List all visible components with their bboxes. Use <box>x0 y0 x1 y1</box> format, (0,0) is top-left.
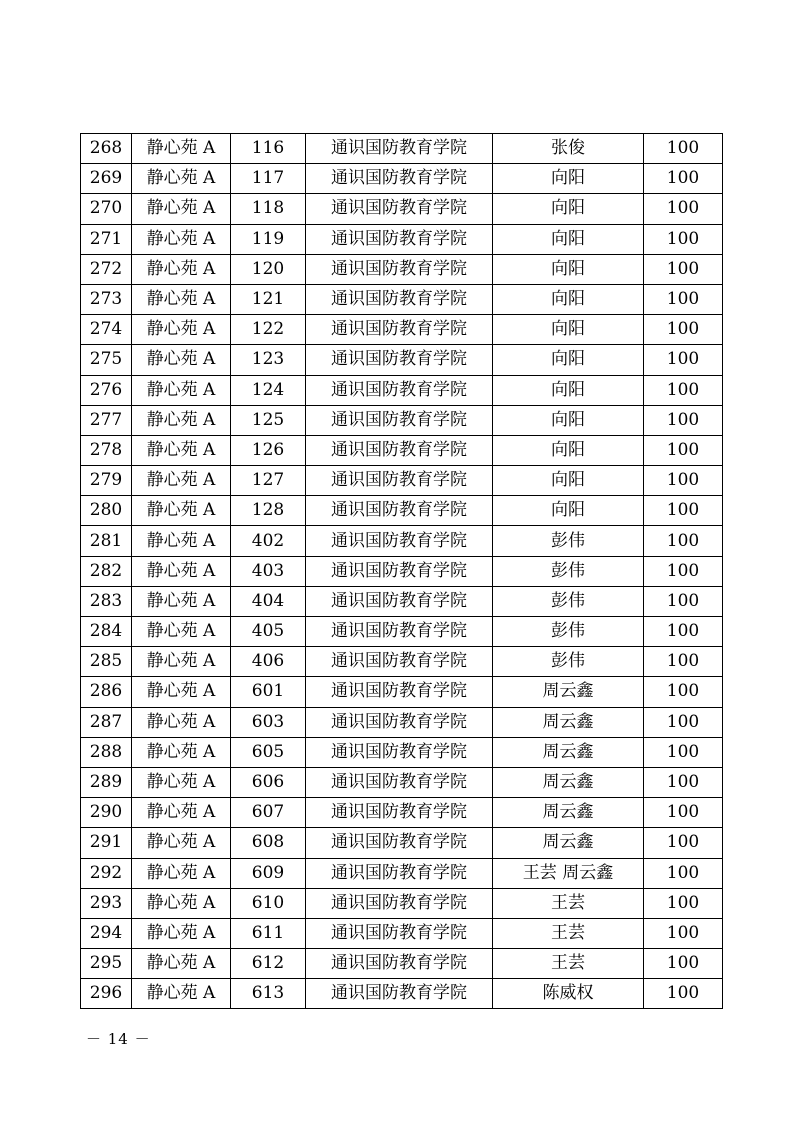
score-cell: 100 <box>644 556 723 586</box>
row-number-cell: 290 <box>81 798 132 828</box>
room-number-cell: 118 <box>231 194 306 224</box>
inspector-name-cell: 彭伟 <box>493 556 644 586</box>
college-cell: 通识国防教育学院 <box>306 647 493 677</box>
score-cell: 100 <box>644 707 723 737</box>
building-cell: 静心苑 A <box>132 586 231 616</box>
table-row <box>81 375 723 405</box>
college-cell: 通识国防教育学院 <box>306 858 493 888</box>
score-cell: 100 <box>644 496 723 526</box>
building-cell: 静心苑 A <box>132 254 231 284</box>
score-cell: 100 <box>644 435 723 465</box>
room-number-cell: 403 <box>231 556 306 586</box>
score-cell: 100 <box>644 194 723 224</box>
college-cell: 通识国防教育学院 <box>306 435 493 465</box>
inspector-name-cell: 彭伟 <box>493 647 644 677</box>
room-number-cell: 601 <box>231 677 306 707</box>
inspector-name-cell: 向阳 <box>493 224 644 254</box>
table-row <box>81 798 723 828</box>
row-number-cell: 285 <box>81 647 132 677</box>
row-number-cell: 293 <box>81 888 132 918</box>
room-number-cell: 120 <box>231 254 306 284</box>
inspector-name-cell: 张俊 <box>493 134 644 164</box>
row-number-cell: 284 <box>81 617 132 647</box>
inspector-name-cell: 王芸 <box>493 918 644 948</box>
table-row <box>81 979 723 1009</box>
table-row <box>81 828 723 858</box>
building-cell: 静心苑 A <box>132 918 231 948</box>
row-number-cell: 268 <box>81 134 132 164</box>
row-number-cell: 286 <box>81 677 132 707</box>
inspector-name-cell: 向阳 <box>493 164 644 194</box>
building-cell: 静心苑 A <box>132 526 231 556</box>
table-row <box>81 556 723 586</box>
inspector-name-cell: 向阳 <box>493 345 644 375</box>
building-cell: 静心苑 A <box>132 647 231 677</box>
table-row <box>81 435 723 465</box>
building-cell: 静心苑 A <box>132 164 231 194</box>
room-number-cell: 613 <box>231 979 306 1009</box>
table-row <box>81 617 723 647</box>
building-cell: 静心苑 A <box>132 888 231 918</box>
inspector-name-cell: 陈威权 <box>493 979 644 1009</box>
college-cell: 通识国防教育学院 <box>306 798 493 828</box>
score-cell: 100 <box>644 828 723 858</box>
room-number-cell: 119 <box>231 224 306 254</box>
table-row <box>81 677 723 707</box>
room-number-cell: 126 <box>231 435 306 465</box>
room-number-cell: 122 <box>231 315 306 345</box>
row-number-cell: 279 <box>81 466 132 496</box>
building-cell: 静心苑 A <box>132 979 231 1009</box>
room-number-cell: 603 <box>231 707 306 737</box>
inspector-name-cell: 王芸 <box>493 949 644 979</box>
row-number-cell: 289 <box>81 767 132 797</box>
table-row <box>81 466 723 496</box>
college-cell: 通识国防教育学院 <box>306 315 493 345</box>
college-cell: 通识国防教育学院 <box>306 677 493 707</box>
inspector-name-cell: 王芸 <box>493 888 644 918</box>
college-cell: 通识国防教育学院 <box>306 617 493 647</box>
score-cell: 100 <box>644 375 723 405</box>
inspector-name-cell: 向阳 <box>493 254 644 284</box>
college-cell: 通识国防教育学院 <box>306 466 493 496</box>
table-row <box>81 315 723 345</box>
row-number-cell: 295 <box>81 949 132 979</box>
inspector-name-cell: 周云鑫 <box>493 798 644 828</box>
inspector-name-cell: 向阳 <box>493 405 644 435</box>
building-cell: 静心苑 A <box>132 466 231 496</box>
table-row <box>81 254 723 284</box>
table-row <box>81 134 723 164</box>
score-cell: 100 <box>644 737 723 767</box>
college-cell: 通识国防教育学院 <box>306 918 493 948</box>
college-cell: 通识国防教育学院 <box>306 254 493 284</box>
row-number-cell: 296 <box>81 979 132 1009</box>
college-cell: 通识国防教育学院 <box>306 888 493 918</box>
building-cell: 静心苑 A <box>132 617 231 647</box>
table-row <box>81 586 723 616</box>
room-number-cell: 123 <box>231 345 306 375</box>
score-cell: 100 <box>644 949 723 979</box>
room-number-cell: 611 <box>231 918 306 948</box>
room-number-cell: 121 <box>231 284 306 314</box>
score-cell: 100 <box>644 224 723 254</box>
room-number-cell: 610 <box>231 888 306 918</box>
row-number-cell: 272 <box>81 254 132 284</box>
inspector-name-cell: 彭伟 <box>493 526 644 556</box>
college-cell: 通识国防教育学院 <box>306 586 493 616</box>
score-cell: 100 <box>644 918 723 948</box>
building-cell: 静心苑 A <box>132 556 231 586</box>
table-body <box>81 134 723 1009</box>
college-cell: 通识国防教育学院 <box>306 375 493 405</box>
table-row <box>81 405 723 435</box>
table-row <box>81 647 723 677</box>
score-cell: 100 <box>644 134 723 164</box>
building-cell: 静心苑 A <box>132 224 231 254</box>
inspector-name-cell: 周云鑫 <box>493 767 644 797</box>
row-number-cell: 282 <box>81 556 132 586</box>
inspector-name-cell: 王芸 周云鑫 <box>493 858 644 888</box>
row-number-cell: 291 <box>81 828 132 858</box>
row-number-cell: 276 <box>81 375 132 405</box>
table-row <box>81 737 723 767</box>
inspector-name-cell: 向阳 <box>493 496 644 526</box>
score-cell: 100 <box>644 858 723 888</box>
room-number-cell: 404 <box>231 586 306 616</box>
college-cell: 通识国防教育学院 <box>306 979 493 1009</box>
score-cell: 100 <box>644 164 723 194</box>
college-cell: 通识国防教育学院 <box>306 767 493 797</box>
inspector-name-cell: 向阳 <box>493 466 644 496</box>
college-cell: 通识国防教育学院 <box>306 224 493 254</box>
table-row <box>81 526 723 556</box>
room-number-cell: 127 <box>231 466 306 496</box>
college-cell: 通识国防教育学院 <box>306 737 493 767</box>
row-number-cell: 274 <box>81 315 132 345</box>
building-cell: 静心苑 A <box>132 194 231 224</box>
college-cell: 通识国防教育学院 <box>306 284 493 314</box>
inspector-name-cell: 周云鑫 <box>493 677 644 707</box>
building-cell: 静心苑 A <box>132 375 231 405</box>
college-cell: 通识国防教育学院 <box>306 194 493 224</box>
row-number-cell: 281 <box>81 526 132 556</box>
score-cell: 100 <box>644 284 723 314</box>
score-cell: 100 <box>644 315 723 345</box>
row-number-cell: 275 <box>81 345 132 375</box>
score-cell: 100 <box>644 647 723 677</box>
room-number-cell: 607 <box>231 798 306 828</box>
row-number-cell: 283 <box>81 586 132 616</box>
row-number-cell: 273 <box>81 284 132 314</box>
table-row <box>81 888 723 918</box>
score-cell: 100 <box>644 617 723 647</box>
row-number-cell: 294 <box>81 918 132 948</box>
room-number-cell: 612 <box>231 949 306 979</box>
table-row <box>81 949 723 979</box>
building-cell: 静心苑 A <box>132 284 231 314</box>
building-cell: 静心苑 A <box>132 949 231 979</box>
building-cell: 静心苑 A <box>132 134 231 164</box>
table-row <box>81 767 723 797</box>
college-cell: 通识国防教育学院 <box>306 496 493 526</box>
room-number-cell: 125 <box>231 405 306 435</box>
row-number-cell: 270 <box>81 194 132 224</box>
inspector-name-cell: 向阳 <box>493 284 644 314</box>
table-row <box>81 284 723 314</box>
building-cell: 静心苑 A <box>132 798 231 828</box>
inspector-name-cell: 周云鑫 <box>493 737 644 767</box>
row-number-cell: 288 <box>81 737 132 767</box>
building-cell: 静心苑 A <box>132 405 231 435</box>
score-cell: 100 <box>644 254 723 284</box>
college-cell: 通识国防教育学院 <box>306 164 493 194</box>
row-number-cell: 280 <box>81 496 132 526</box>
building-cell: 静心苑 A <box>132 828 231 858</box>
page-number: － 14 － <box>86 1030 151 1048</box>
college-cell: 通识国防教育学院 <box>306 134 493 164</box>
building-cell: 静心苑 A <box>132 707 231 737</box>
row-number-cell: 292 <box>81 858 132 888</box>
inspector-name-cell: 向阳 <box>493 375 644 405</box>
score-cell: 100 <box>644 345 723 375</box>
building-cell: 静心苑 A <box>132 767 231 797</box>
score-cell: 100 <box>644 798 723 828</box>
table-row <box>81 496 723 526</box>
room-number-cell: 608 <box>231 828 306 858</box>
room-number-cell: 605 <box>231 737 306 767</box>
inspector-name-cell: 向阳 <box>493 435 644 465</box>
college-cell: 通识国防教育学院 <box>306 405 493 435</box>
room-number-cell: 128 <box>231 496 306 526</box>
building-cell: 静心苑 A <box>132 496 231 526</box>
room-number-cell: 116 <box>231 134 306 164</box>
row-number-cell: 271 <box>81 224 132 254</box>
inspector-name-cell: 周云鑫 <box>493 828 644 858</box>
score-cell: 100 <box>644 677 723 707</box>
inspector-name-cell: 彭伟 <box>493 586 644 616</box>
table-row <box>81 918 723 948</box>
room-number-cell: 406 <box>231 647 306 677</box>
row-number-cell: 269 <box>81 164 132 194</box>
row-number-cell: 278 <box>81 435 132 465</box>
inspector-name-cell: 周云鑫 <box>493 707 644 737</box>
room-number-cell: 117 <box>231 164 306 194</box>
building-cell: 静心苑 A <box>132 315 231 345</box>
inspector-name-cell: 彭伟 <box>493 617 644 647</box>
college-cell: 通识国防教育学院 <box>306 556 493 586</box>
score-cell: 100 <box>644 586 723 616</box>
table-row <box>81 224 723 254</box>
room-number-cell: 405 <box>231 617 306 647</box>
score-cell: 100 <box>644 979 723 1009</box>
dormitory-score-table <box>80 133 723 1009</box>
building-cell: 静心苑 A <box>132 677 231 707</box>
score-cell: 100 <box>644 466 723 496</box>
inspector-name-cell: 向阳 <box>493 194 644 224</box>
building-cell: 静心苑 A <box>132 858 231 888</box>
table-row <box>81 194 723 224</box>
college-cell: 通识国防教育学院 <box>306 828 493 858</box>
room-number-cell: 402 <box>231 526 306 556</box>
row-number-cell: 277 <box>81 405 132 435</box>
row-number-cell: 287 <box>81 707 132 737</box>
building-cell: 静心苑 A <box>132 435 231 465</box>
room-number-cell: 124 <box>231 375 306 405</box>
building-cell: 静心苑 A <box>132 737 231 767</box>
score-cell: 100 <box>644 767 723 797</box>
college-cell: 通识国防教育学院 <box>306 949 493 979</box>
table-row <box>81 707 723 737</box>
score-cell: 100 <box>644 526 723 556</box>
college-cell: 通识国防教育学院 <box>306 526 493 556</box>
room-number-cell: 606 <box>231 767 306 797</box>
table-row <box>81 345 723 375</box>
college-cell: 通识国防教育学院 <box>306 707 493 737</box>
table-row <box>81 858 723 888</box>
inspector-name-cell: 向阳 <box>493 315 644 345</box>
score-cell: 100 <box>644 405 723 435</box>
college-cell: 通识国防教育学院 <box>306 345 493 375</box>
room-number-cell: 609 <box>231 858 306 888</box>
building-cell: 静心苑 A <box>132 345 231 375</box>
table-row <box>81 164 723 194</box>
score-cell: 100 <box>644 888 723 918</box>
